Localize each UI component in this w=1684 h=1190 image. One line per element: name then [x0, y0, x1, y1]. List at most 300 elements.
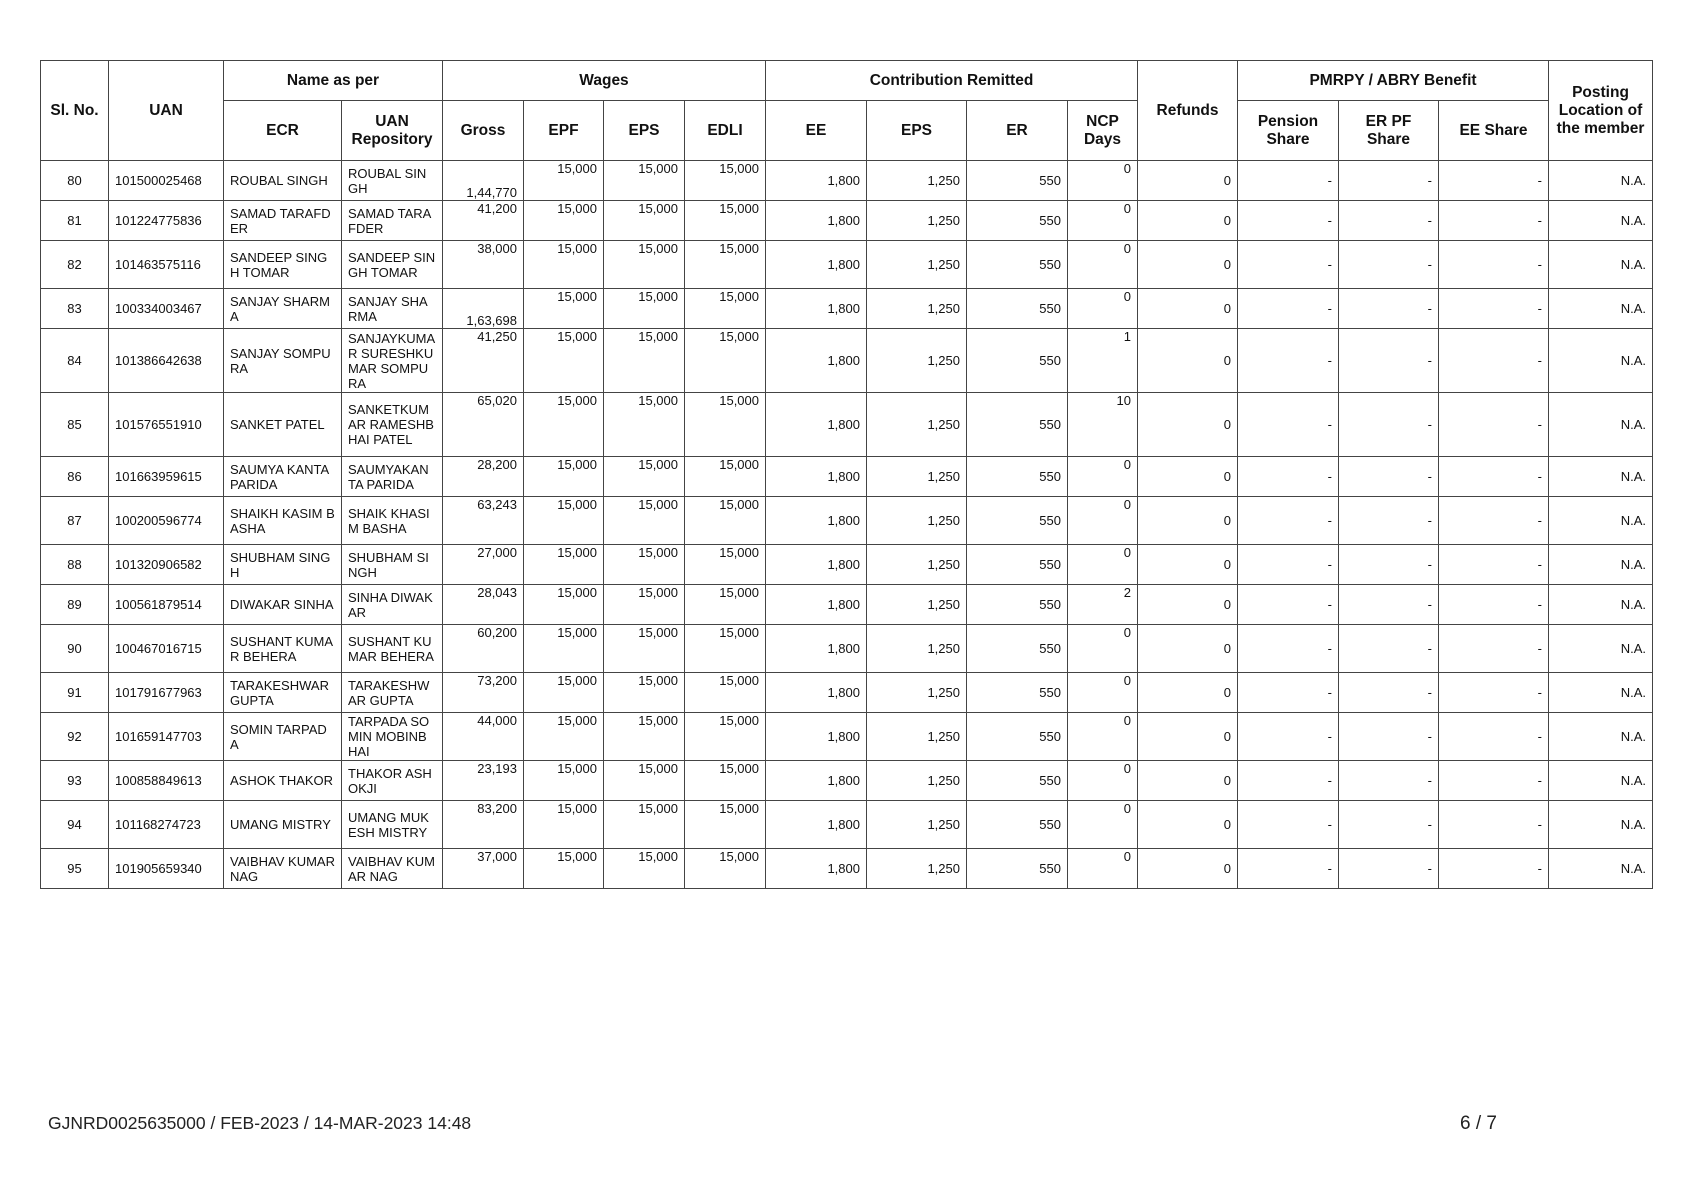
- cell-edli: 15,000: [685, 497, 766, 545]
- cell-posting-location: N.A.: [1549, 289, 1653, 329]
- cell-sl-no: 81: [41, 201, 109, 241]
- cell-gross: 28,043: [443, 585, 524, 625]
- cell-eps-wages: 15,000: [604, 761, 685, 801]
- cell-er-pf-share: -: [1339, 289, 1439, 329]
- cell-edli: 15,000: [685, 713, 766, 761]
- cell-uan: 101463575116: [109, 241, 224, 289]
- cell-name-uan-repository: SINHA DIWAKAR: [342, 585, 443, 625]
- cell-er-pf-share: -: [1339, 673, 1439, 713]
- cell-name-ecr: UMANG MISTRY: [224, 801, 342, 849]
- cell-ee-share: -: [1439, 625, 1549, 673]
- cell-eps-contribution: 1,250: [867, 161, 967, 201]
- cell-eps-wages: 15,000: [604, 457, 685, 497]
- cell-gross: 37,000: [443, 849, 524, 889]
- cell-uan: 101168274723: [109, 801, 224, 849]
- cell-gross: 41,250: [443, 329, 524, 393]
- cell-gross: 41,200: [443, 201, 524, 241]
- cell-ee-share: -: [1439, 393, 1549, 457]
- cell-posting-location: N.A.: [1549, 761, 1653, 801]
- cell-ee: 1,800: [766, 849, 867, 889]
- cell-uan: 101224775836: [109, 201, 224, 241]
- cell-uan: 101576551910: [109, 393, 224, 457]
- table-row: [41, 497, 1653, 545]
- cell-gross: 83,200: [443, 801, 524, 849]
- table-row: [41, 849, 1653, 889]
- cell-ee-share: -: [1439, 673, 1549, 713]
- cell-ncp-days: 0: [1068, 801, 1138, 849]
- ecr-member-table: [40, 60, 1653, 889]
- cell-posting-location: N.A.: [1549, 161, 1653, 201]
- table-row: [41, 545, 1653, 585]
- cell-eps-contribution: 1,250: [867, 673, 967, 713]
- cell-sl-no: 80: [41, 161, 109, 201]
- table-row: [41, 673, 1653, 713]
- cell-name-ecr: SAUMYA KANTA PARIDA: [224, 457, 342, 497]
- cell-name-ecr: SHUBHAM SINGH: [224, 545, 342, 585]
- cell-posting-location: N.A.: [1549, 545, 1653, 585]
- cell-refunds: 0: [1138, 329, 1238, 393]
- header-uan: UAN: [109, 61, 224, 161]
- cell-sl-no: 86: [41, 457, 109, 497]
- cell-uan: 101320906582: [109, 545, 224, 585]
- cell-pension-share: -: [1238, 673, 1339, 713]
- cell-gross: 28,200: [443, 457, 524, 497]
- cell-edli: 15,000: [685, 545, 766, 585]
- cell-pension-share: -: [1238, 625, 1339, 673]
- cell-ee-share: -: [1439, 585, 1549, 625]
- cell-eps-contribution: 1,250: [867, 457, 967, 497]
- cell-sl-no: 89: [41, 585, 109, 625]
- cell-ncp-days: 0: [1068, 497, 1138, 545]
- cell-edli: 15,000: [685, 201, 766, 241]
- cell-er-pf-share: -: [1339, 329, 1439, 393]
- cell-refunds: 0: [1138, 625, 1238, 673]
- cell-uan: 100561879514: [109, 585, 224, 625]
- cell-sl-no: 94: [41, 801, 109, 849]
- cell-ncp-days: 0: [1068, 713, 1138, 761]
- header-sl-no: Sl. No.: [41, 61, 109, 161]
- header-er: ER: [967, 101, 1068, 161]
- cell-eps-contribution: 1,250: [867, 801, 967, 849]
- cell-epf: 15,000: [524, 457, 604, 497]
- cell-name-uan-repository: SANJAY SHARMA: [342, 289, 443, 329]
- table-row: [41, 625, 1653, 673]
- cell-edli: 15,000: [685, 585, 766, 625]
- cell-posting-location: N.A.: [1549, 241, 1653, 289]
- cell-ncp-days: 0: [1068, 673, 1138, 713]
- cell-ee: 1,800: [766, 545, 867, 585]
- cell-name-ecr: TARAKESHWAR GUPTA: [224, 673, 342, 713]
- cell-er: 550: [967, 497, 1068, 545]
- cell-refunds: 0: [1138, 801, 1238, 849]
- cell-refunds: 0: [1138, 761, 1238, 801]
- cell-eps-contribution: 1,250: [867, 585, 967, 625]
- cell-posting-location: N.A.: [1549, 673, 1653, 713]
- cell-ncp-days: 0: [1068, 761, 1138, 801]
- cell-ncp-days: 0: [1068, 201, 1138, 241]
- cell-edli: 15,000: [685, 241, 766, 289]
- cell-refunds: 0: [1138, 545, 1238, 585]
- cell-eps-wages: 15,000: [604, 201, 685, 241]
- cell-ee-share: -: [1439, 161, 1549, 201]
- cell-name-ecr: SAMAD TARAFDER: [224, 201, 342, 241]
- cell-uan: 101791677963: [109, 673, 224, 713]
- cell-ee-share: -: [1439, 497, 1549, 545]
- cell-ee-share: -: [1439, 241, 1549, 289]
- cell-edli: 15,000: [685, 849, 766, 889]
- cell-refunds: 0: [1138, 393, 1238, 457]
- cell-ee: 1,800: [766, 161, 867, 201]
- cell-pension-share: -: [1238, 201, 1339, 241]
- table-row: [41, 201, 1653, 241]
- cell-refunds: 0: [1138, 849, 1238, 889]
- cell-epf: 15,000: [524, 849, 604, 889]
- header-contribution-remitted: Contribution Remitted: [766, 61, 1138, 101]
- cell-edli: 15,000: [685, 329, 766, 393]
- header-wages: Wages: [443, 61, 766, 101]
- cell-ncp-days: 10: [1068, 393, 1138, 457]
- header-name-as-per: Name as per: [224, 61, 443, 101]
- cell-eps-wages: 15,000: [604, 673, 685, 713]
- cell-epf: 15,000: [524, 761, 604, 801]
- cell-gross: 44,000: [443, 713, 524, 761]
- cell-ee-share: -: [1439, 849, 1549, 889]
- cell-edli: 15,000: [685, 161, 766, 201]
- cell-sl-no: 84: [41, 329, 109, 393]
- cell-gross: 38,000: [443, 241, 524, 289]
- cell-gross: 60,200: [443, 625, 524, 673]
- table-row: [41, 241, 1653, 289]
- cell-ncp-days: 0: [1068, 625, 1138, 673]
- cell-er: 550: [967, 393, 1068, 457]
- cell-epf: 15,000: [524, 713, 604, 761]
- header-ncp-days: NCP Days: [1068, 101, 1138, 161]
- cell-er: 550: [967, 545, 1068, 585]
- cell-ee: 1,800: [766, 289, 867, 329]
- cell-er-pf-share: -: [1339, 625, 1439, 673]
- cell-pension-share: -: [1238, 329, 1339, 393]
- cell-ee: 1,800: [766, 393, 867, 457]
- cell-epf: 15,000: [524, 673, 604, 713]
- cell-name-uan-repository: SAUMYAKANTA PARIDA: [342, 457, 443, 497]
- cell-eps-wages: 15,000: [604, 625, 685, 673]
- header-ecr: ECR: [224, 101, 342, 161]
- cell-er-pf-share: -: [1339, 801, 1439, 849]
- cell-sl-no: 91: [41, 673, 109, 713]
- cell-pension-share: -: [1238, 241, 1339, 289]
- header-pension-share: Pension Share: [1238, 101, 1339, 161]
- cell-epf: 15,000: [524, 201, 604, 241]
- cell-er-pf-share: -: [1339, 457, 1439, 497]
- header-row-sub: [41, 101, 1653, 161]
- cell-sl-no: 95: [41, 849, 109, 889]
- cell-eps-contribution: 1,250: [867, 289, 967, 329]
- cell-eps-contribution: 1,250: [867, 241, 967, 289]
- header-epf: EPF: [524, 101, 604, 161]
- cell-eps-wages: 15,000: [604, 713, 685, 761]
- cell-name-uan-repository: VAIBHAV KUMAR NAG: [342, 849, 443, 889]
- cell-name-uan-repository: UMANG MUKESH MISTRY: [342, 801, 443, 849]
- cell-eps-wages: 15,000: [604, 329, 685, 393]
- cell-edli: 15,000: [685, 393, 766, 457]
- cell-name-ecr: SANJAY SHARMA: [224, 289, 342, 329]
- cell-name-ecr: DIWAKAR SINHA: [224, 585, 342, 625]
- table-row: [41, 801, 1653, 849]
- cell-name-uan-repository: SANDEEP SINGH TOMAR: [342, 241, 443, 289]
- cell-epf: 15,000: [524, 161, 604, 201]
- cell-gross: 63,243: [443, 497, 524, 545]
- cell-gross: 27,000: [443, 545, 524, 585]
- cell-ee: 1,800: [766, 329, 867, 393]
- cell-gross: 73,200: [443, 673, 524, 713]
- header-row-top: [41, 61, 1653, 101]
- cell-name-ecr: SANDEEP SINGH TOMAR: [224, 241, 342, 289]
- cell-posting-location: N.A.: [1549, 849, 1653, 889]
- cell-gross: 1,44,770: [443, 161, 524, 201]
- cell-ncp-days: 2: [1068, 585, 1138, 625]
- cell-sl-no: 87: [41, 497, 109, 545]
- cell-refunds: 0: [1138, 241, 1238, 289]
- cell-er: 550: [967, 625, 1068, 673]
- cell-ee: 1,800: [766, 241, 867, 289]
- cell-eps-wages: 15,000: [604, 545, 685, 585]
- header-posting-location: Posting Location of the member: [1549, 61, 1653, 161]
- cell-refunds: 0: [1138, 497, 1238, 545]
- cell-uan: 100334003467: [109, 289, 224, 329]
- cell-eps-contribution: 1,250: [867, 849, 967, 889]
- cell-er-pf-share: -: [1339, 161, 1439, 201]
- cell-ee-share: -: [1439, 289, 1549, 329]
- cell-sl-no: 85: [41, 393, 109, 457]
- cell-name-ecr: VAIBHAV KUMAR NAG: [224, 849, 342, 889]
- cell-ee-share: -: [1439, 457, 1549, 497]
- cell-epf: 15,000: [524, 497, 604, 545]
- cell-name-uan-repository: SANJAYKUMAR SURESHKUMAR SOMPURA: [342, 329, 443, 393]
- header-eps-wages: EPS: [604, 101, 685, 161]
- cell-er-pf-share: -: [1339, 201, 1439, 241]
- cell-er-pf-share: -: [1339, 713, 1439, 761]
- cell-er: 550: [967, 761, 1068, 801]
- cell-ee-share: -: [1439, 329, 1549, 393]
- cell-sl-no: 88: [41, 545, 109, 585]
- cell-ee: 1,800: [766, 201, 867, 241]
- cell-edli: 15,000: [685, 801, 766, 849]
- cell-uan: 101386642638: [109, 329, 224, 393]
- cell-uan: 101659147703: [109, 713, 224, 761]
- cell-epf: 15,000: [524, 289, 604, 329]
- cell-sl-no: 90: [41, 625, 109, 673]
- cell-er: 550: [967, 289, 1068, 329]
- cell-ee: 1,800: [766, 497, 867, 545]
- cell-er-pf-share: -: [1339, 761, 1439, 801]
- cell-pension-share: -: [1238, 849, 1339, 889]
- cell-name-ecr: SHAIKH KASIM BASHA: [224, 497, 342, 545]
- cell-er: 550: [967, 849, 1068, 889]
- cell-ee-share: -: [1439, 201, 1549, 241]
- cell-eps-wages: 15,000: [604, 241, 685, 289]
- cell-epf: 15,000: [524, 241, 604, 289]
- cell-refunds: 0: [1138, 713, 1238, 761]
- cell-ncp-days: 0: [1068, 457, 1138, 497]
- cell-ncp-days: 0: [1068, 545, 1138, 585]
- cell-eps-contribution: 1,250: [867, 625, 967, 673]
- cell-ee-share: -: [1439, 713, 1549, 761]
- cell-eps-wages: 15,000: [604, 585, 685, 625]
- cell-er: 550: [967, 201, 1068, 241]
- cell-name-uan-repository: SUSHANT KUMAR BEHERA: [342, 625, 443, 673]
- cell-uan: 100858849613: [109, 761, 224, 801]
- cell-ee: 1,800: [766, 801, 867, 849]
- cell-pension-share: -: [1238, 457, 1339, 497]
- cell-pension-share: -: [1238, 393, 1339, 457]
- cell-posting-location: N.A.: [1549, 393, 1653, 457]
- cell-edli: 15,000: [685, 457, 766, 497]
- cell-er: 550: [967, 801, 1068, 849]
- cell-ncp-days: 0: [1068, 289, 1138, 329]
- header-ee: EE: [766, 101, 867, 161]
- header-edli: EDLI: [685, 101, 766, 161]
- cell-edli: 15,000: [685, 289, 766, 329]
- cell-ee: 1,800: [766, 673, 867, 713]
- cell-refunds: 0: [1138, 585, 1238, 625]
- cell-sl-no: 92: [41, 713, 109, 761]
- footer-page-indicator: 6 / 7: [1460, 1113, 1497, 1134]
- cell-pension-share: -: [1238, 545, 1339, 585]
- cell-pension-share: -: [1238, 585, 1339, 625]
- cell-ee: 1,800: [766, 713, 867, 761]
- cell-name-uan-repository: THAKOR ASHOKJI: [342, 761, 443, 801]
- cell-edli: 15,000: [685, 625, 766, 673]
- cell-eps-wages: 15,000: [604, 801, 685, 849]
- cell-posting-location: N.A.: [1549, 201, 1653, 241]
- cell-uan: 101663959615: [109, 457, 224, 497]
- cell-uan: 100200596774: [109, 497, 224, 545]
- cell-posting-location: N.A.: [1549, 457, 1653, 497]
- cell-sl-no: 83: [41, 289, 109, 329]
- cell-eps-contribution: 1,250: [867, 545, 967, 585]
- cell-ncp-days: 1: [1068, 329, 1138, 393]
- cell-edli: 15,000: [685, 673, 766, 713]
- cell-er-pf-share: -: [1339, 241, 1439, 289]
- cell-ee: 1,800: [766, 585, 867, 625]
- cell-posting-location: N.A.: [1549, 329, 1653, 393]
- cell-refunds: 0: [1138, 161, 1238, 201]
- cell-posting-location: N.A.: [1549, 585, 1653, 625]
- cell-posting-location: N.A.: [1549, 497, 1653, 545]
- cell-name-uan-repository: SHUBHAM SINGH: [342, 545, 443, 585]
- cell-er-pf-share: -: [1339, 585, 1439, 625]
- cell-ee: 1,800: [766, 457, 867, 497]
- cell-er: 550: [967, 585, 1068, 625]
- cell-epf: 15,000: [524, 545, 604, 585]
- cell-name-uan-repository: SAMAD TARAFDER: [342, 201, 443, 241]
- cell-pension-share: -: [1238, 713, 1339, 761]
- cell-eps-contribution: 1,250: [867, 393, 967, 457]
- cell-name-ecr: SUSHANT KUMAR BEHERA: [224, 625, 342, 673]
- cell-pension-share: -: [1238, 161, 1339, 201]
- cell-pension-share: -: [1238, 801, 1339, 849]
- cell-pension-share: -: [1238, 761, 1339, 801]
- cell-eps-contribution: 1,250: [867, 713, 967, 761]
- header-uan-repository: UAN Repository: [342, 101, 443, 161]
- table-row: [41, 161, 1653, 201]
- cell-eps-contribution: 1,250: [867, 497, 967, 545]
- header-er-pf-share: ER PF Share: [1339, 101, 1439, 161]
- header-gross: Gross: [443, 101, 524, 161]
- cell-name-ecr: SANKET PATEL: [224, 393, 342, 457]
- cell-er-pf-share: -: [1339, 849, 1439, 889]
- table-row: [41, 761, 1653, 801]
- cell-er-pf-share: -: [1339, 393, 1439, 457]
- cell-refunds: 0: [1138, 289, 1238, 329]
- cell-epf: 15,000: [524, 801, 604, 849]
- table-row: [41, 457, 1653, 497]
- table-row: [41, 289, 1653, 329]
- cell-uan: 101500025468: [109, 161, 224, 201]
- table-body: [41, 161, 1653, 889]
- cell-name-uan-repository: ROUBAL SINGH: [342, 161, 443, 201]
- header-pmrpy-abry-benefit: PMRPY / ABRY Benefit: [1238, 61, 1549, 101]
- cell-uan: 100467016715: [109, 625, 224, 673]
- cell-uan: 101905659340: [109, 849, 224, 889]
- cell-name-ecr: ASHOK THAKOR: [224, 761, 342, 801]
- cell-eps-wages: 15,000: [604, 849, 685, 889]
- cell-ee-share: -: [1439, 801, 1549, 849]
- cell-name-ecr: ROUBAL SINGH: [224, 161, 342, 201]
- cell-name-ecr: SOMIN TARPADA: [224, 713, 342, 761]
- cell-name-ecr: SANJAY SOMPURA: [224, 329, 342, 393]
- cell-ee: 1,800: [766, 761, 867, 801]
- table-row: [41, 713, 1653, 761]
- cell-pension-share: -: [1238, 289, 1339, 329]
- cell-name-uan-repository: SHAIK KHASIM BASHA: [342, 497, 443, 545]
- cell-posting-location: N.A.: [1549, 713, 1653, 761]
- cell-ncp-days: 0: [1068, 849, 1138, 889]
- cell-refunds: 0: [1138, 201, 1238, 241]
- cell-epf: 15,000: [524, 329, 604, 393]
- cell-er-pf-share: -: [1339, 545, 1439, 585]
- cell-er: 550: [967, 329, 1068, 393]
- cell-gross: 1,63,698: [443, 289, 524, 329]
- cell-eps-contribution: 1,250: [867, 201, 967, 241]
- cell-eps-wages: 15,000: [604, 289, 685, 329]
- cell-refunds: 0: [1138, 673, 1238, 713]
- cell-er: 550: [967, 241, 1068, 289]
- cell-ee: 1,800: [766, 625, 867, 673]
- cell-ee-share: -: [1439, 545, 1549, 585]
- cell-er: 550: [967, 713, 1068, 761]
- cell-epf: 15,000: [524, 393, 604, 457]
- cell-sl-no: 93: [41, 761, 109, 801]
- cell-edli: 15,000: [685, 761, 766, 801]
- header-refunds: Refunds: [1138, 61, 1238, 161]
- table-row: [41, 393, 1653, 457]
- cell-ncp-days: 0: [1068, 241, 1138, 289]
- table-row: [41, 585, 1653, 625]
- cell-ee-share: -: [1439, 761, 1549, 801]
- cell-ncp-days: 0: [1068, 161, 1138, 201]
- header-eps-contribution: EPS: [867, 101, 967, 161]
- cell-eps-wages: 15,000: [604, 497, 685, 545]
- footer-document-ref: GJNRD0025635000 / FEB-2023 / 14-MAR-2023 14:48: [48, 1113, 472, 1133]
- cell-er: 550: [967, 161, 1068, 201]
- cell-name-uan-repository: TARAKESHWAR GUPTA: [342, 673, 443, 713]
- cell-er: 550: [967, 673, 1068, 713]
- header-ee-share: EE Share: [1439, 101, 1549, 161]
- cell-er: 550: [967, 457, 1068, 497]
- cell-eps-wages: 15,000: [604, 161, 685, 201]
- cell-epf: 15,000: [524, 625, 604, 673]
